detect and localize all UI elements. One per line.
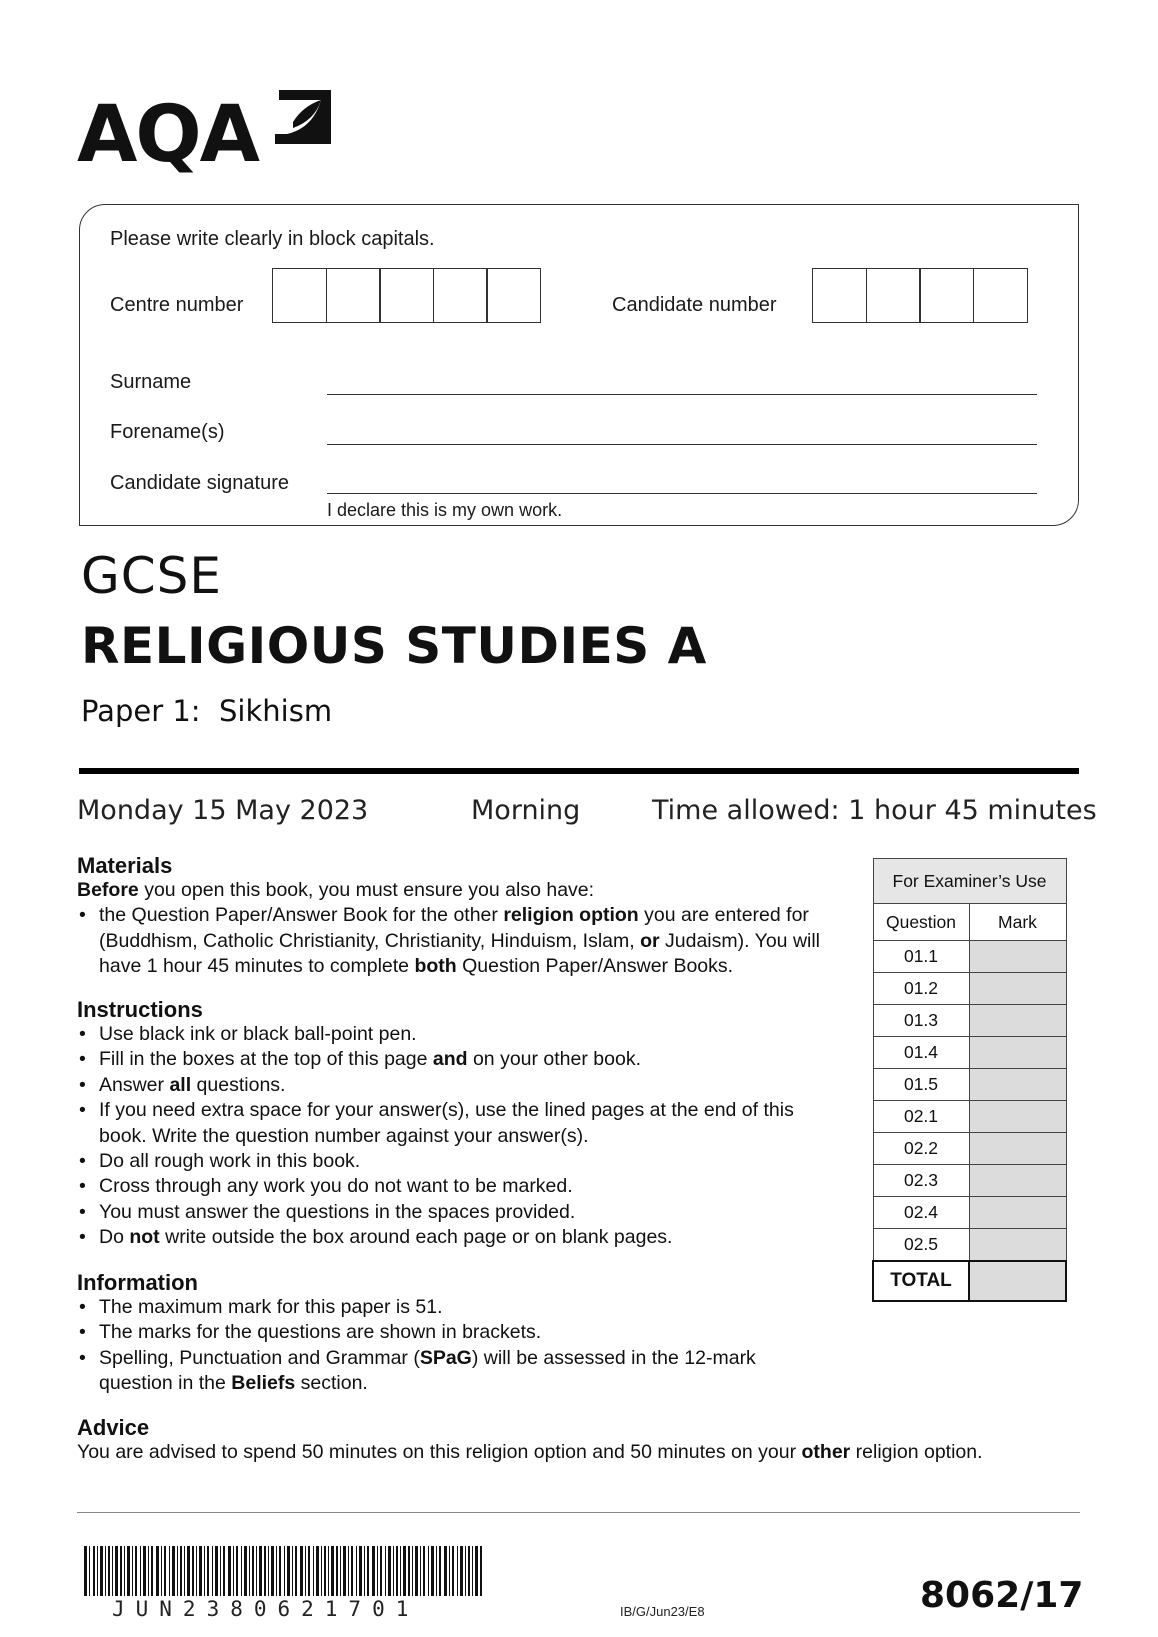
mark-cell[interactable] (969, 941, 1066, 973)
mark-cell[interactable] (969, 1133, 1066, 1165)
information-item: • The marks for the questions are shown in brackets. (77, 1320, 807, 1345)
materials-section (77, 878, 857, 980)
surname-field[interactable] (327, 394, 1037, 395)
paper-number: Paper 1: (81, 694, 201, 728)
paper-title (81, 694, 332, 728)
candidate-number-label: Candidate number (612, 294, 777, 316)
exam-session: Morning (471, 795, 581, 826)
question-number: 02.4 (873, 1197, 969, 1229)
time-allowed (652, 795, 1097, 826)
advice-heading: Advice (77, 1415, 150, 1440)
question-number: 02.5 (873, 1229, 969, 1262)
mark-cell[interactable] (969, 1101, 1066, 1133)
candidate-digit-box[interactable] (919, 268, 974, 323)
candidate-number-boxes (812, 268, 1028, 323)
exam-date: Monday 15 May 2023 (77, 795, 369, 826)
qualification-level: GCSE (81, 547, 222, 605)
materials-heading: Materials (77, 853, 173, 878)
instruction-item: • Use black ink or black ball-point pen. (77, 1022, 807, 1047)
question-number: 02.1 (873, 1101, 969, 1133)
mark-cell[interactable] (969, 1229, 1066, 1262)
instruction-item: • Answer all questions. (77, 1073, 807, 1098)
mark-cell[interactable] (969, 1005, 1066, 1037)
centre-digit-box[interactable] (433, 268, 488, 323)
declaration-text: I declare this is my own work. (327, 500, 563, 520)
candidate-digit-box[interactable] (812, 268, 867, 323)
materials-item: • the Question Paper/Answer Book for the other religion option you are entered for (Buddhism, Catholic Christianity, Christianity, Hinduism, Islam, or Judaism). You will have 1 hour 45 minutes to complete both Question Paper/Answer Books. (77, 903, 857, 979)
mark-column-header: Mark (969, 904, 1066, 941)
forename-label: Forename(s) (110, 421, 225, 443)
instruction-item: • Fill in the boxes at the top of this page and on your other book. (77, 1047, 807, 1072)
instruction-item: • Do not write outside the box around each page or on blank pages. (77, 1225, 807, 1250)
signature-field[interactable] (327, 493, 1037, 494)
centre-digit-box[interactable] (486, 268, 541, 323)
question-number: 02.3 (873, 1165, 969, 1197)
materials-intro: Before you open this book, you must ensure you also have: (77, 879, 595, 901)
total-label: TOTAL (873, 1261, 969, 1301)
time-allowed-value: 1 hour 45 minutes (848, 795, 1097, 826)
barcode-icon (84, 1546, 484, 1596)
information-item: • The maximum mark for this paper is 51. (77, 1295, 807, 1320)
examiner-table-title: For Examiner’s Use (873, 859, 1066, 904)
aqa-leaf-icon (273, 88, 333, 150)
centre-digit-box[interactable] (272, 268, 327, 323)
question-column-header: Question (873, 904, 969, 941)
footer-divider (77, 1512, 1080, 1513)
surname-label: Surname (110, 371, 192, 393)
mark-cell[interactable] (969, 973, 1066, 1005)
signature-label: Candidate signature (110, 472, 290, 494)
mark-cell[interactable] (969, 1037, 1066, 1069)
subject-title: RELIGIOUS STUDIES A (81, 617, 707, 675)
information-item: • Spelling, Punctuation and Grammar (SPaG) will be assessed in the 12-mark question in the Beliefs section. (77, 1346, 807, 1397)
question-number: 01.4 (873, 1037, 969, 1069)
instructions-heading: Instructions (77, 997, 203, 1022)
title-divider (79, 768, 1079, 774)
advice-text: You are advised to spend 50 minutes on this religion option and 50 minutes on your other religion option. (77, 1441, 983, 1463)
paper-code: 8062/17 (920, 1575, 1084, 1616)
question-number: 02.2 (873, 1133, 969, 1165)
centre-digit-box[interactable] (379, 268, 434, 323)
information-list (77, 1295, 807, 1397)
candidate-digit-box[interactable] (973, 268, 1028, 323)
mark-cell[interactable] (969, 1069, 1066, 1101)
paper-topic: Sikhism (219, 694, 333, 728)
centre-digit-box[interactable] (326, 268, 381, 323)
forename-field[interactable] (327, 444, 1037, 445)
mark-cell[interactable] (969, 1165, 1066, 1197)
question-number: 01.2 (873, 973, 969, 1005)
instruction-item: • Do all rough work in this book. (77, 1149, 807, 1174)
information-heading: Information (77, 1270, 198, 1295)
block-capitals-instruction: Please write clearly in block capitals. (110, 228, 435, 250)
examiner-use-table (872, 858, 1067, 1302)
instruction-item: • Cross through any work you do not want to be marked. (77, 1174, 807, 1199)
centre-number-label: Centre number (110, 294, 244, 316)
mark-cell[interactable] (969, 1197, 1066, 1229)
time-allowed-label: Time allowed: (652, 795, 840, 826)
document-reference: IB/G/Jun23/E8 (620, 1604, 705, 1619)
question-number: 01.3 (873, 1005, 969, 1037)
instructions-list (77, 1022, 807, 1251)
total-mark-cell[interactable] (969, 1261, 1066, 1301)
instruction-item: • You must answer the questions in the spaces provided. (77, 1200, 807, 1225)
instruction-item: • If you need extra space for your answer(s), use the lined pages at the end of this book. Write the question number against your answer(s). (77, 1098, 807, 1149)
question-number: 01.5 (873, 1069, 969, 1101)
question-number: 01.1 (873, 941, 969, 973)
candidate-digit-box[interactable] (866, 268, 921, 323)
barcode-number: JUN2380621701 (112, 1597, 420, 1621)
logo-text: AQA (77, 90, 259, 180)
aqa-logo (77, 88, 327, 184)
centre-number-boxes (272, 268, 541, 323)
